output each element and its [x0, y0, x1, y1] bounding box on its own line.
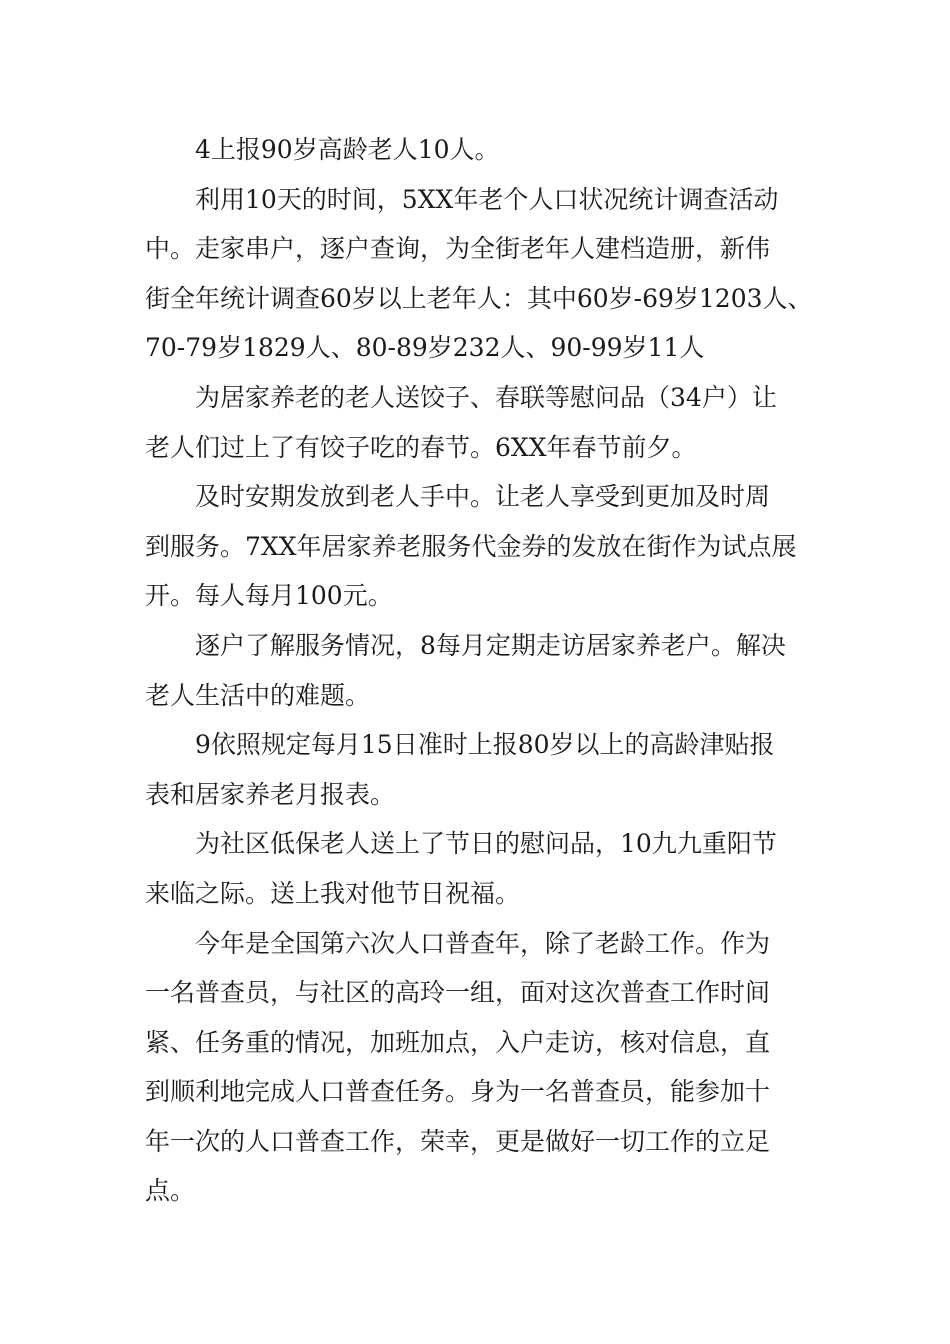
paragraph-8 [145, 919, 813, 1217]
paragraph-6 [145, 720, 813, 819]
text-line: 为居家养老的老人送饺子、春联等慰问品（34户）让 [195, 382, 777, 412]
text-line: 为社区低保老人送上了节日的慰问品，10九九重阳节 [195, 829, 777, 859]
paragraph-3 [145, 373, 813, 472]
text-line: 老人们过上了有饺子吃的春节。6XX年春节前夕。 [145, 432, 697, 462]
text-line: 到服务。7XX年居家养老服务代金券的发放在街作为试点展 [145, 531, 797, 561]
document-body [145, 125, 813, 1216]
text-line: 老人生活中的难题。 [145, 680, 371, 710]
text-line: 街全年统计调查60岁以上老年人：其中60岁-69岁1203人、 [145, 283, 813, 313]
text-line: 到顺利地完成人口普查任务。身为一名普查员，能参加十 [145, 1077, 771, 1107]
text-line: 逐户了解服务情况，8每月定期走访居家养老户。解决 [195, 630, 786, 660]
paragraph-7 [145, 819, 813, 918]
text-line: 一名普查员，与社区的高玲一组，面对这次普查工作时间 [145, 978, 771, 1008]
text-line: 表和居家养老月报表。 [145, 779, 396, 809]
text-line: 年一次的人口普查工作，荣幸，更是做好一切工作的立足 [145, 1126, 771, 1156]
text-line: 今年是全国第六次人口普查年，除了老龄工作。作为 [195, 928, 771, 958]
text-line: 利用10天的时间，5XX年老个人口状况统计调查活动 [195, 184, 779, 214]
text-line: 开。每人每月100元。 [145, 581, 393, 611]
text-line: 及时安期发放到老人手中。让老人享受到更加及时周 [195, 482, 771, 512]
paragraph-2 [145, 175, 813, 373]
paragraph-5 [145, 621, 813, 720]
text-line: 来临之际。送上我对他节日祝福。 [145, 878, 521, 908]
text-line: 70-79岁1829人、80-89岁232人、90-99岁11人 [145, 333, 705, 363]
text-line: 点。 [145, 1176, 196, 1206]
paragraph-1 [145, 125, 813, 175]
text-line: 9依照规定每月15日准时上报80岁以上的高龄津贴报 [195, 730, 775, 760]
text-line: 紧、任务重的情况，加班加点，入户走访，核对信息，直 [145, 1027, 771, 1057]
paragraph-4 [145, 472, 813, 621]
text-line: 4上报90岁高龄老人10人。 [195, 135, 500, 164]
text-line: 中。走家串户，逐户查询，为全街老年人建档造册，新伟 [145, 234, 771, 264]
